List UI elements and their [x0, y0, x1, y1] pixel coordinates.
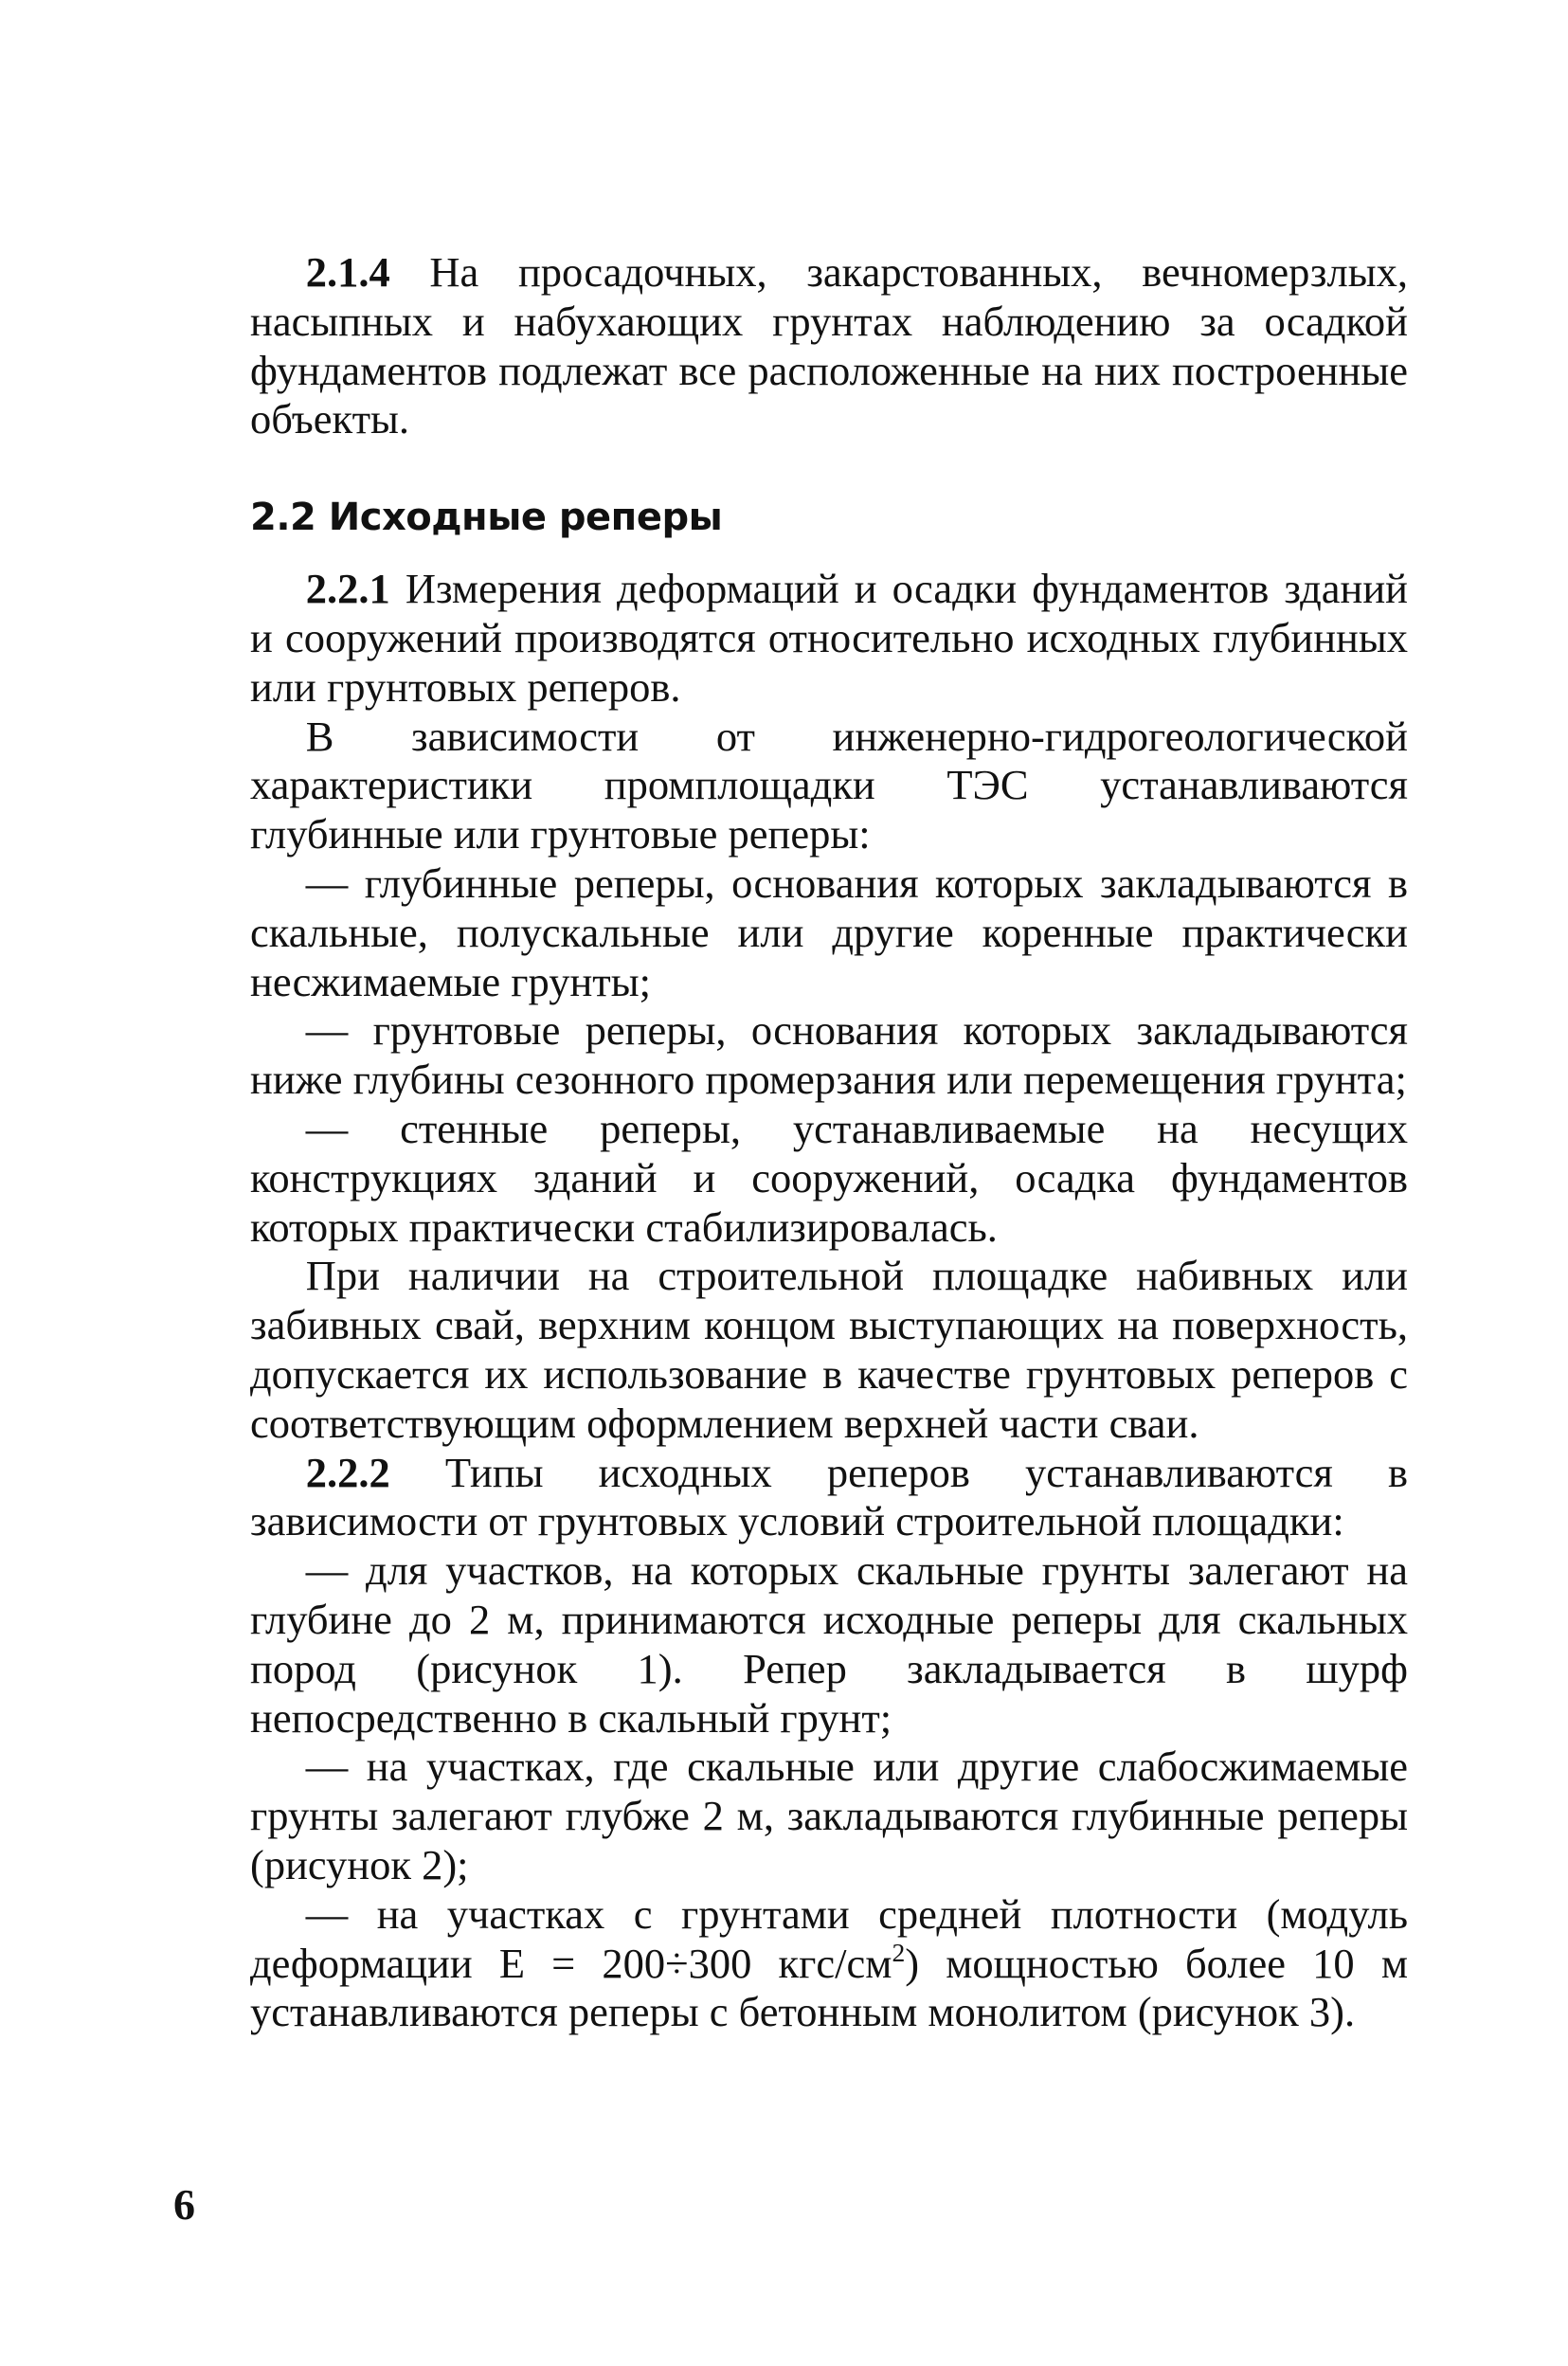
paragraph-2-1-4 [250, 248, 1408, 444]
list-item-rock-sites: — для участков, на которых скальные грунты залегают на глубине до 2 м, принимаются исходные реперы для скальных пород (рисунок 1). Репер закладывается в шурф непосредственно в скальный грунт; [250, 1546, 1408, 1742]
superscript-exponent: 2 [892, 1937, 906, 1967]
list-item-text-end: ) мощностью более 10 м устанавливаются реперы с бетонным монолитом (рисунок 3). [250, 1939, 1408, 2036]
clause-text: Измерения деформаций и осадки фундаментов зданий и сооружений производятся относительно исходных глубинных или грунтовых реперов. [250, 565, 1408, 711]
list-item-medium-density-sites [250, 1890, 1408, 2037]
clause-number: 2.1.4 [305, 248, 390, 296]
list-item-text-start: — на участках с грунтами средней плотности (модуль деформации Е = 200÷300 кгс/см [250, 1889, 1408, 1987]
clause-number: 2.2.2 [305, 1448, 390, 1496]
list-item-wall-benchmarks: — стенные реперы, устанавливаемые на несущих конструкциях зданий и сооружений, осадка фундаментов которых практически стабилизировалась. [250, 1104, 1408, 1251]
clause-text: На просадочных, закарстованных, вечномерзлых, насыпных и набухающих грунтах наблюдению за осадкой фундаментов подлежат все расположенные на них построенные объекты. [250, 248, 1408, 443]
paragraph-piles: При наличии на строительной площадке набивных или забивных свай, верхним концом выступающих на поверхность, допускается их использование в качестве грунтовых реперов с соответствующим оформлением верхней части сваи. [250, 1252, 1408, 1447]
list-item-ground-benchmarks: — грунтовые реперы, основания которых закладываются ниже глубины сезонного промерзания или перемещения грунта; [250, 1006, 1408, 1104]
paragraph-dependence: В зависимости от инженерно-гидрогеологической характеристики промплощадки ТЭС устанавливаются глубинные или грунтовые реперы: [250, 712, 1408, 858]
page-number: 6 [173, 2180, 195, 2229]
paragraph-2-2-2 [250, 1449, 1408, 1547]
document-page [250, 248, 1408, 2037]
list-item-deep-benchmarks: — глубинные реперы, основания которых закладываются в скальные, полускальные или другие коренные практически несжимаемые грунты; [250, 858, 1408, 1005]
clause-number: 2.2.1 [305, 565, 390, 613]
clause-text: Типы исходных реперов устанавливаются в зависимости от грунтовых условий строительной площадки: [250, 1448, 1408, 1545]
section-heading-2-2: 2.2 Исходные реперы [250, 496, 723, 540]
paragraph-2-2-1 [250, 565, 1408, 712]
list-item-deeper-sites: — на участках, где скальные или другие слабосжимаемые грунты залегают глубже 2 м, закладываются глубинные реперы (рисунок 2); [250, 1743, 1408, 1888]
